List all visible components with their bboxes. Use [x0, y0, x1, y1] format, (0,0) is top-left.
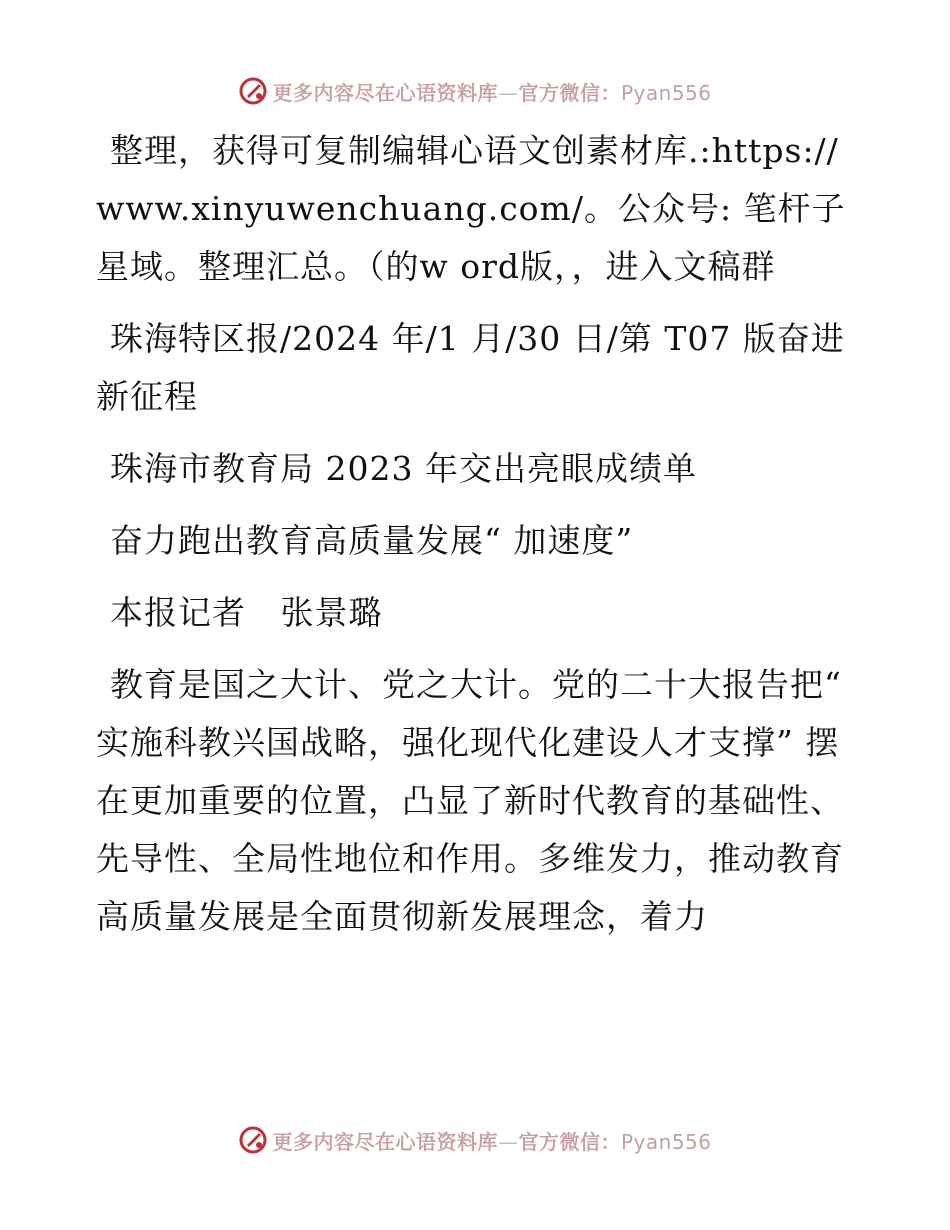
paragraph-body: 教育是国之大计、党之大计。党的二十大报告把“ 实施科教兴国战略，强化现代化建设人才支撑” 摆在更加重要的位置，凸显了新时代教育的基础性、先导性、全局性地位和作用。多维发力，推动教育高质量发展是全面贯彻新发展理念，着力	[96, 665, 854, 936]
watermark-cn: 更多内容尽在心语资料库	[272, 1129, 498, 1154]
footer-watermark	[0, 1120, 950, 1160]
paragraph-headline: 珠海市教育局 2023 年交出亮眼成绩单	[110, 449, 697, 488]
watermark-official: 官方微信：	[518, 1129, 621, 1154]
watermark-latin: Pyan556	[620, 80, 712, 105]
watermark-sep: —	[497, 80, 519, 105]
watermark-sep: —	[497, 1129, 519, 1154]
watermark-text	[272, 77, 711, 106]
library-logo-icon	[238, 76, 268, 106]
library-logo-icon	[238, 1125, 268, 1155]
watermark-text	[272, 1126, 711, 1155]
header-watermark	[0, 71, 950, 111]
watermark-cn: 更多内容尽在心语资料库	[272, 80, 498, 105]
paragraph-source: 珠海特区报/2024 年/1 月/30 日/第 T07 版奋进新征程	[96, 319, 845, 416]
paragraph-intro: 整理，获得可复制编辑心语文创素材库.:https://www.xinyuwenchuang.com/。公众号: 笔杆子星域。整理汇总。（的w ord版，，进入文稿群	[96, 131, 846, 286]
paragraph-subheadline: 奋力跑出教育高质量发展“ 加速度”	[110, 521, 634, 560]
watermark-official: 官方微信：	[518, 80, 621, 105]
watermark-latin: Pyan556	[620, 1129, 712, 1154]
paragraph-byline: 本报记者 张景璐	[110, 593, 383, 632]
document-body	[96, 122, 856, 960]
